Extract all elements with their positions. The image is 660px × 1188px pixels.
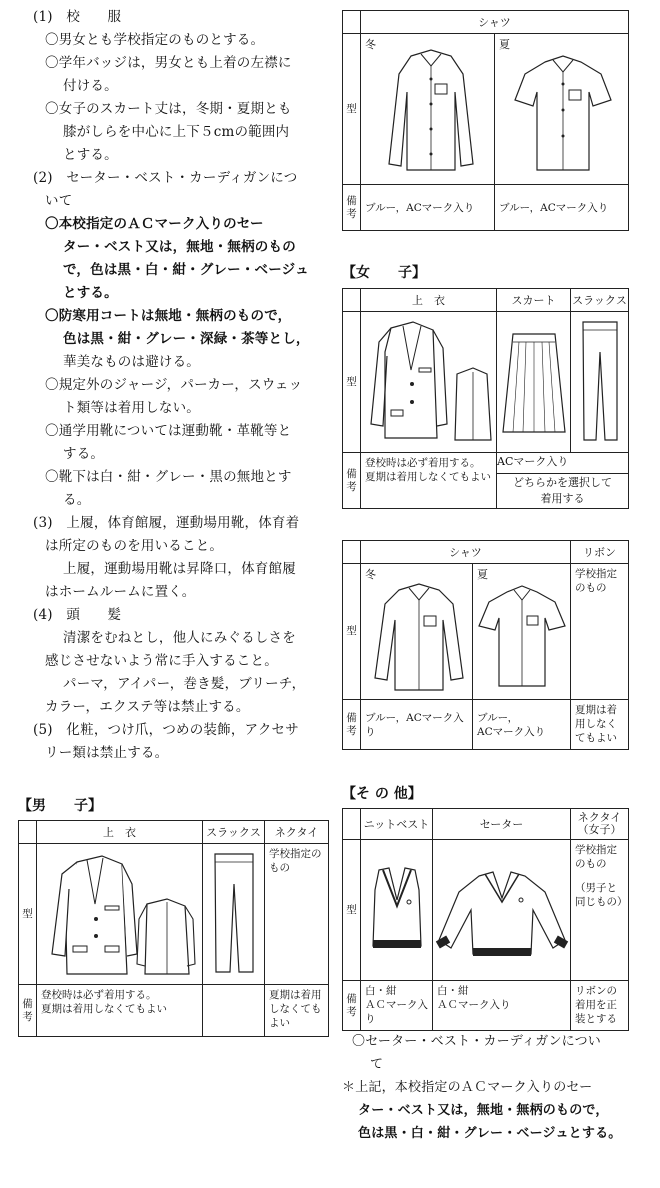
text-line: 〇学年バッジは，男女とも上着の左襟に [45,55,292,71]
row-label-type: 型 [343,840,361,981]
vest-note: 白・紺 ＡＣマーク入り [361,981,433,1031]
boys-tie-note: 学校指定のもの [265,844,329,985]
row-label-note: 備考 [343,981,361,1031]
summer-shirt-note: ブルー， ACマーク入り [473,700,571,750]
text-line: 〇靴下は白・紺・グレー・黒の無地とす [45,469,292,485]
row-label-type: 型 [343,34,361,185]
text-line: は所定のものを用いること。 [45,538,224,554]
text-line: 清潔をむねとし，他人にみぐるしさを [63,630,296,646]
summer-label: 夏 [499,38,510,51]
row-label-type: 型 [343,564,361,700]
text-line: る。 [63,492,91,508]
slacks-icon [203,844,265,984]
header-shirt: シャツ [361,541,571,564]
text-line: 付ける。 [63,78,118,94]
text-line: 膝がしらを中心に上下５cmの範囲内 [63,124,290,140]
row-label-note: 備考 [343,185,361,231]
girls-summer-shirt-cell [473,564,571,700]
summer-shirt-note: ブルー，ACマーク入り [495,185,629,231]
text-line: リー類は禁止する。 [45,745,169,761]
jacket-icon [361,312,497,452]
jacket-icon [37,844,203,984]
girls-winter-shirt-cell [361,564,473,700]
knit-vest-illustration [361,840,433,981]
girls-uniform-table [342,288,629,509]
girls-jacket-note: 登校時は必ず着用する。 夏期は着用しなくてもよい [361,453,497,509]
skirt-illustration [497,312,571,453]
text-line: ター・ベスト又は，無地・無柄のもので， [358,1103,609,1118]
header-tie: ネクタイ [265,821,329,844]
text-line: ト類等は着用しない。 [63,400,200,416]
long-sleeve-shirt-icon [381,44,481,180]
text-line: 上履，運動場用靴は昇降口，体育館履 [63,561,296,577]
row-label-type: 型 [19,844,37,985]
boys-tie-summer-note: 夏期は着用しなくてもよい [265,985,329,1037]
girls-tie-text: 学校指定のもの [575,844,617,870]
text-line: ＊上記，本校指定のＡＣマーク入りのセー [342,1080,593,1095]
other-section-title: 【そ の 他】 [342,786,422,802]
header-slacks: スラックス [571,289,629,312]
sweater-note: 白・紺 ＡＣマーク入り [433,981,571,1031]
girls-tie-text2: （男子と同じもの） [575,882,628,908]
header-sweater: セーター [433,809,571,840]
item-3-heading: (3) 上履，体育館履，運動場用靴，体育着 [33,515,300,531]
text-line: する。 [63,446,105,462]
text-line: いて [45,193,73,209]
text-line: て [370,1057,384,1072]
text-line: 〇男女とも学校指定のものとする。 [45,32,265,48]
skirt-slacks-note-cell [497,453,629,509]
girls-section-title: 【女 子】 [342,265,426,281]
text-line: 感じさせないよう常に手入すること。 [45,653,278,669]
text-line: 色は黒・白・紺・グレー・ベージュとする。 [358,1126,622,1141]
choose-note: どちらかを選択して 着用する [513,476,612,505]
summer-shirt-cell [495,34,629,185]
text-line: 〇防寒用コートは無地・無柄のもので， [45,308,292,324]
header-jacket: 上 衣 [37,821,203,844]
text-line: 〇本校指定のＡＣマーク入りのセー [45,216,264,232]
winter-label: 冬 [365,568,376,581]
vest-icon [361,840,433,980]
text-line: 華美なものは避ける。 [63,354,200,370]
header-slacks: スラックス [203,821,265,844]
text-line: カラー，エクステ等は禁止する。 [45,699,250,715]
text-line: 〇通学用靴については運動靴・革靴等と [45,423,292,439]
item-2-heading: (2) セーター・ベスト・カーディガンにつ [33,170,298,186]
short-sleeve-shirt-icon [511,52,615,176]
header-shirt: シャツ [361,11,629,34]
skirt-icon [497,312,571,452]
header-ribbon: リボン [571,541,629,564]
long-sleeve-shirt-icon [369,580,469,696]
row-label-note: 備考 [343,700,361,750]
girls-slacks-illustration [571,312,629,453]
ribbon-note: 学校指定のもの [571,564,629,700]
header-jacket: 上 衣 [361,289,497,312]
slacks-icon [571,312,629,452]
boys-jacket-note: 登校時は必ず着用する。 夏期は着用しなくてもよい [37,985,203,1037]
winter-shirt-note: ブルー，ACマーク入り [361,700,473,750]
girls-tie-note: リボンの着用を正装とする [571,981,629,1031]
ribbon-summer-note: 夏期は着用しなくてもよい [571,700,629,750]
row-label-note: 備考 [19,985,37,1037]
other-items-table [342,808,629,1031]
winter-shirt-note: ブルー，ACマーク入り [361,185,495,231]
boys-section-title: 【男 子】 [18,798,102,814]
text-line: パーマ，アイパー，巻き髪，ブリーチ， [63,676,306,692]
header-skirt: スカート [497,289,571,312]
text-line: とする。 [63,285,118,301]
text-line: 色は黒・紺・グレー・深緑・茶等とし， [63,331,310,347]
sweater-icon [433,840,571,980]
girls-shirt-table [342,540,629,750]
winter-label: 冬 [365,38,376,51]
boys-uniform-table [18,820,329,1037]
text-line: ター・ベスト又は，無地・無柄のもの [63,239,296,255]
row-label-type: 型 [343,312,361,453]
text-line: はホームルームに置く。 [45,584,196,600]
sweater-illustration [433,840,571,981]
skirt-note: ACマーク入り [497,453,628,474]
winter-shirt-cell [361,34,495,185]
item-4-heading: (4) 頭 髪 [33,607,122,623]
boys-shirt-table [342,10,629,231]
text-line: 〇セーター・ベスト・カーディガンについ [352,1034,601,1049]
text-line: とする。 [63,147,118,163]
text-line: 〇規定外のジャージ，パーカー，スウェッ [45,377,303,393]
boys-jacket-illustration [37,844,203,985]
item-5-heading: (5) 化粧，つけ爪，つめの装飾，アクセサ [33,722,299,738]
text-line: で，色は黒・白・紺・グレー・ベージュ [63,262,309,278]
header-knit-vest: ニットベスト [361,809,433,840]
summer-label: 夏 [477,568,488,581]
boys-slacks-illustration [203,844,265,985]
girls-jacket-illustration [361,312,497,453]
row-label-note: 備考 [343,453,361,509]
text-line: 〇女子のスカート丈は，冬期・夏期とも [45,101,292,117]
girls-tie-cell [571,840,629,981]
header-tie-girls: ネクタイ （女子） [571,809,629,840]
short-sleeve-shirt-icon [477,582,567,692]
item-1-heading: (1) 校 服 [33,9,122,25]
